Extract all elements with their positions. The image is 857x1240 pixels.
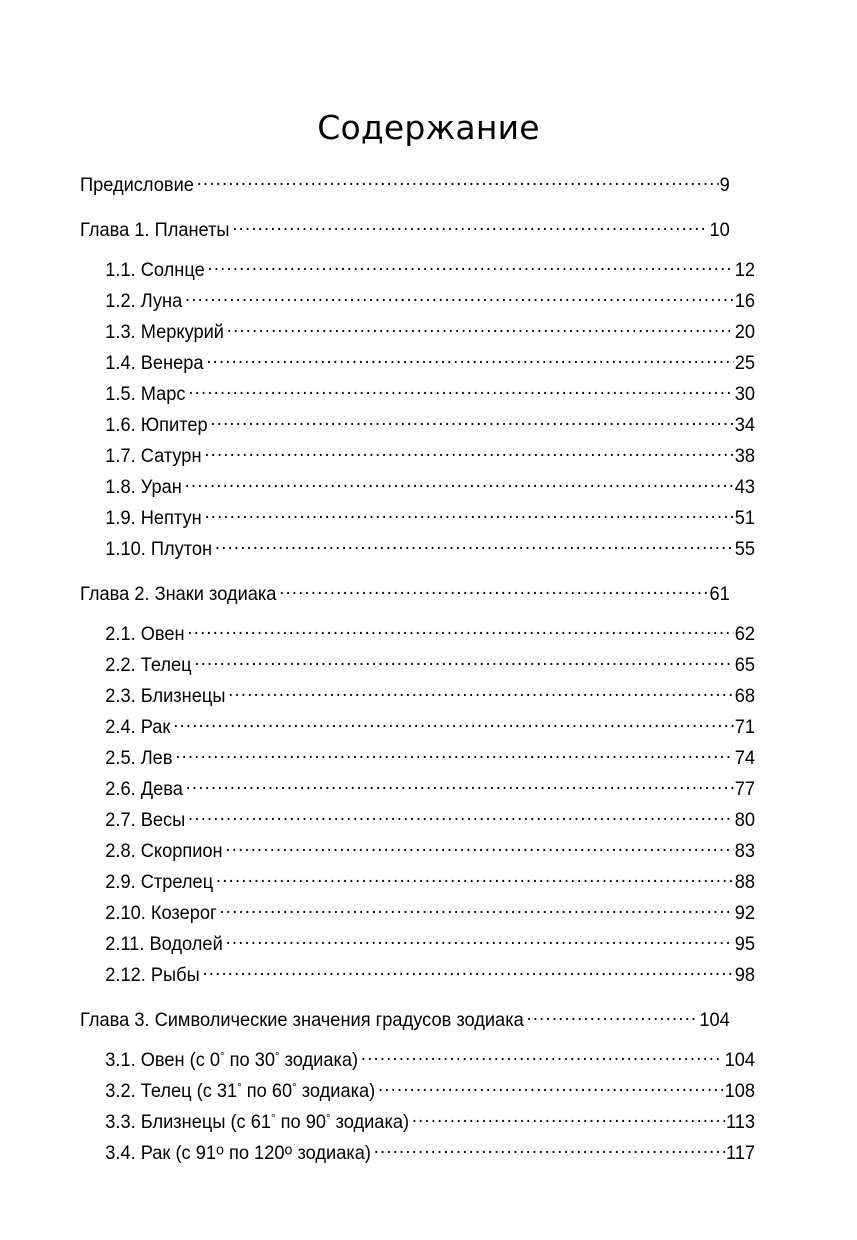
toc-entry[interactable] bbox=[80, 379, 755, 410]
toc-entry-page-number: 71 bbox=[734, 716, 756, 738]
toc-entry[interactable] bbox=[80, 1005, 730, 1036]
toc-entry-label: 1.8. Уран bbox=[105, 476, 182, 498]
toc-entry[interactable] bbox=[80, 836, 755, 867]
toc-entry-page-number: 30 bbox=[734, 383, 756, 405]
toc-entry-label: 2.7. Весы bbox=[105, 809, 186, 831]
dot-leader bbox=[215, 536, 734, 556]
toc-entry-page-number: 61 bbox=[709, 583, 730, 605]
dot-leader bbox=[187, 621, 733, 641]
toc-entry-label: Предисловие bbox=[80, 174, 194, 196]
toc-entry-page-number: 83 bbox=[734, 840, 756, 862]
dot-leader bbox=[208, 257, 734, 277]
dot-leader bbox=[188, 807, 734, 827]
toc-entry[interactable] bbox=[80, 898, 755, 929]
dot-leader bbox=[194, 652, 733, 672]
toc-entry[interactable] bbox=[80, 441, 755, 472]
toc-entry-page-number: 92 bbox=[734, 902, 756, 924]
toc-entry-label: 3.4. Рак (с $91^о$ по $120^о$ зодиака) bbox=[105, 1141, 371, 1164]
dot-leader bbox=[226, 931, 734, 951]
dot-leader bbox=[204, 443, 734, 463]
toc-entry-label: 2.12. Рыбы bbox=[105, 964, 200, 986]
toc-entry[interactable] bbox=[80, 619, 755, 650]
toc-entry-label: 1.9. Нептун bbox=[105, 507, 202, 529]
toc-entry-label: 2.10. Козерог bbox=[105, 902, 217, 924]
toc-entry[interactable] bbox=[80, 472, 755, 503]
toc-entry-label: Глава 2. Знаки зодиака bbox=[80, 583, 277, 605]
toc-entry-label: 1.1. Солнце bbox=[105, 259, 205, 281]
toc-entry-page-number: 55 bbox=[734, 538, 756, 560]
toc-entry-page-number: 88 bbox=[734, 871, 756, 893]
toc-entry[interactable] bbox=[80, 1045, 755, 1076]
degree-symbol: ° bbox=[325, 1111, 331, 1126]
toc-entry-page-number: 34 bbox=[734, 414, 756, 436]
degree-symbol: ° bbox=[275, 1049, 280, 1064]
degree-symbol: ° bbox=[237, 1080, 242, 1095]
toc-entry-page-number: 104 bbox=[699, 1009, 730, 1031]
degree-symbol: ° bbox=[292, 1080, 297, 1095]
toc-entry-label: 1.10. Плутон bbox=[105, 538, 213, 560]
dot-leader bbox=[527, 1007, 699, 1027]
toc-entry[interactable] bbox=[80, 348, 755, 379]
toc-entry[interactable] bbox=[80, 681, 755, 712]
toc-entry[interactable] bbox=[80, 867, 755, 898]
degree-letter-symbol: о bbox=[215, 1141, 224, 1159]
dot-leader bbox=[173, 714, 734, 734]
dot-leader bbox=[219, 900, 733, 920]
dot-leader bbox=[188, 381, 734, 401]
toc-entry[interactable] bbox=[80, 534, 755, 565]
toc-entry-page-number: 51 bbox=[734, 507, 756, 529]
toc-entry-page-number: 65 bbox=[734, 654, 756, 676]
toc-entry[interactable] bbox=[80, 712, 755, 743]
toc-entry-page-number: 62 bbox=[734, 623, 756, 645]
toc-entry[interactable] bbox=[80, 1076, 755, 1107]
toc-entry[interactable] bbox=[80, 503, 755, 534]
dot-leader bbox=[185, 474, 734, 494]
toc-entry-page-number: 117 bbox=[725, 1142, 756, 1164]
toc-entry-page-number: 80 bbox=[734, 809, 756, 831]
toc-entry-label: 3.1. Овен (с 0° по 30° зодиака) bbox=[105, 1049, 359, 1071]
dot-leader bbox=[186, 776, 734, 796]
dot-leader bbox=[228, 683, 734, 703]
page-title: Содержание bbox=[317, 108, 540, 147]
toc-entry[interactable] bbox=[80, 743, 755, 774]
toc-entry-label: 2.8. Скорпион bbox=[105, 840, 223, 862]
toc-entry-page-number: 9 bbox=[719, 174, 730, 196]
dot-leader bbox=[216, 869, 734, 889]
dot-leader bbox=[225, 838, 733, 858]
toc-entry-label: 1.5. Марс bbox=[105, 383, 186, 405]
toc-entry-label: 2.3. Близнецы bbox=[105, 685, 226, 707]
toc-entry-page-number: 108 bbox=[724, 1080, 756, 1102]
degree-symbol: ° bbox=[271, 1111, 276, 1126]
dot-leader bbox=[361, 1047, 724, 1067]
toc-entry-page-number: 38 bbox=[734, 445, 756, 467]
toc-entry[interactable] bbox=[80, 286, 755, 317]
toc-entry-label: 1.3. Меркурий bbox=[105, 321, 225, 343]
toc-entry-label: 3.2. Телец (с 31° по 60° зодиака) bbox=[105, 1080, 376, 1102]
toc-entry[interactable] bbox=[80, 410, 755, 441]
toc-entry[interactable] bbox=[80, 650, 755, 681]
dot-leader bbox=[378, 1078, 724, 1098]
toc-entry[interactable] bbox=[80, 1107, 755, 1138]
dot-leader bbox=[175, 745, 734, 765]
toc-entry[interactable] bbox=[80, 929, 755, 960]
toc-entry-label: 2.5. Лев bbox=[105, 747, 173, 769]
toc-entry[interactable] bbox=[80, 805, 755, 836]
toc-entry-page-number: 74 bbox=[734, 747, 756, 769]
toc-entry-label: 1.7. Сатурн bbox=[105, 445, 202, 467]
toc-entry-page-number: 12 bbox=[734, 259, 756, 281]
toc-entry-page-number: 98 bbox=[734, 964, 756, 986]
toc-entry[interactable] bbox=[80, 255, 755, 286]
toc-entry-page-number: 113 bbox=[725, 1111, 756, 1133]
toc-entry[interactable] bbox=[80, 215, 730, 246]
dot-leader bbox=[210, 412, 733, 432]
toc-entry-label: 2.4. Рак bbox=[105, 716, 171, 738]
dot-leader bbox=[206, 350, 734, 370]
toc-entry-label: 1.6. Юпитер bbox=[105, 414, 208, 436]
dot-leader bbox=[279, 581, 708, 601]
dot-leader bbox=[374, 1140, 725, 1160]
toc-entry-page-number: 77 bbox=[734, 778, 756, 800]
toc-entry-label: 2.6. Дева bbox=[105, 778, 183, 800]
toc-entry-page-number: 25 bbox=[734, 352, 756, 374]
toc-entry[interactable] bbox=[80, 317, 755, 348]
toc-entry-page-number: 20 bbox=[734, 321, 756, 343]
toc-entry-page-number: 16 bbox=[734, 290, 756, 312]
toc-entry-page-number: 10 bbox=[709, 219, 730, 241]
toc-entry-list bbox=[0, 170, 857, 1169]
dot-leader bbox=[412, 1109, 725, 1129]
toc-entry-page-number: 68 bbox=[734, 685, 756, 707]
toc-entry[interactable] bbox=[80, 170, 730, 201]
toc-entry-page-number: 104 bbox=[724, 1049, 756, 1071]
dot-leader bbox=[232, 217, 708, 237]
toc-entry[interactable] bbox=[80, 1138, 755, 1169]
toc-entry-page-number: 95 bbox=[734, 933, 756, 955]
dot-leader bbox=[185, 288, 734, 308]
dot-leader bbox=[197, 172, 719, 192]
toc-entry-label: 2.2. Телец bbox=[105, 654, 192, 676]
toc-entry[interactable] bbox=[80, 774, 755, 805]
dot-leader bbox=[202, 962, 733, 982]
toc-entry-page-number: 43 bbox=[734, 476, 756, 498]
degree-letter-symbol: о bbox=[284, 1141, 293, 1159]
toc-entry-label: 1.4. Венера bbox=[105, 352, 204, 374]
dot-leader bbox=[204, 505, 733, 525]
toc-entry-label: Глава 1. Планеты bbox=[80, 219, 230, 241]
toc-entry-label: 2.9. Стрелец bbox=[105, 871, 214, 893]
toc-entry-label: 2.11. Водолей bbox=[105, 933, 223, 955]
toc-entry[interactable] bbox=[80, 960, 755, 991]
toc-entry-label: 2.1. Овен bbox=[105, 623, 185, 645]
toc-entry[interactable] bbox=[80, 579, 730, 610]
toc-entry-label: Глава 3. Символические значения градусов зодиака bbox=[80, 1009, 524, 1031]
dot-leader bbox=[227, 319, 734, 339]
degree-symbol: ° bbox=[220, 1049, 225, 1064]
toc-entry-label: 1.2. Луна bbox=[105, 290, 183, 312]
toc-entry-label: 3.3. Близнецы (с 61° по 90° зодиака) bbox=[105, 1111, 410, 1133]
